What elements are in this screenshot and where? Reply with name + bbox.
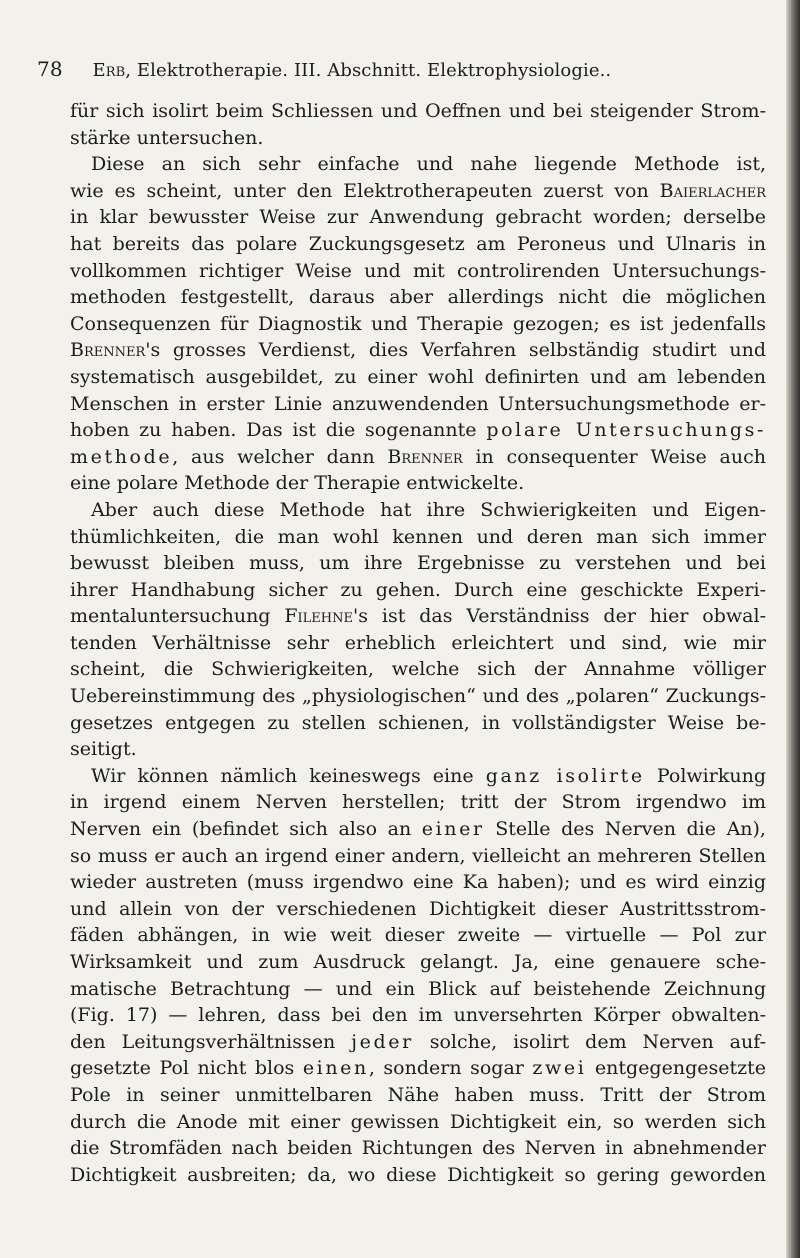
author-name: Brenner [70, 339, 146, 362]
text-run: gesetzte Pol nicht blos [70, 1057, 303, 1080]
text-line [70, 922, 766, 949]
emphasis-text: jeder [351, 1030, 414, 1053]
text-line [70, 497, 766, 524]
page-number: 78 [37, 57, 63, 81]
text-run: für sich isolirt beim Schliessen und Oeffnen und bei steigender Strom- [70, 100, 766, 122]
text-run: 's grosses Verdienst, dies Verfahren selbständig studirt und [145, 339, 766, 362]
text-line [70, 98, 766, 125]
text-run: Nerven ein (befindet sich also an [70, 818, 422, 841]
text-run: systematisch ausgebildet, zu einer wohl definirten und am lebenden [70, 365, 766, 388]
text-run: Stelle des Nerven die An), [484, 818, 766, 841]
text-line [70, 1162, 766, 1189]
text-run: methoden festgestellt, daraus aber allerdings nicht die möglichen [70, 286, 766, 309]
text-line [70, 736, 766, 763]
text-line [70, 816, 766, 843]
author-name: Filehne [284, 605, 354, 628]
text-run: hoben zu haben. Das ist die sogenannte [70, 419, 487, 442]
text-line [70, 630, 766, 657]
text-run: Menschen in erster Linie anzuwendenden Untersuchungsmethode er- [70, 392, 766, 415]
text-line [70, 1082, 766, 1109]
text-line [70, 550, 766, 577]
header-author: Erb, [92, 60, 132, 81]
text-run: seitigt. [70, 738, 137, 761]
text-line [70, 869, 766, 896]
body-text [70, 98, 766, 1188]
text-run: scheint, die Schwierigkeiten, welche sich der Annahme völliger [70, 658, 766, 681]
text-line [70, 1055, 766, 1082]
text-run: solche, isolirt dem Nerven auf- [413, 1030, 766, 1053]
text-line [70, 763, 766, 790]
text-run: Aber auch diese Methode hat ihre Schwierigkeiten und Eigen- [91, 498, 766, 521]
emphasis-text: methode [70, 445, 173, 468]
text-run: so muss er auch an irgend einer andern, vielleicht an mehreren Stellen [70, 844, 766, 867]
text-run: Consequenzen für Diagnostik und Therapie gezogen; es ist jedenfalls [70, 312, 766, 335]
header-title: Elektrotherapie. III. Abschnitt. Elektrophysiologie.. [136, 60, 612, 81]
text-line [70, 577, 766, 604]
text-run: , sondern sogar [368, 1057, 533, 1080]
text-line [70, 284, 766, 311]
text-run: den Leitungsverhältnissen [70, 1030, 352, 1053]
text-run: Polwirkung [644, 764, 766, 787]
text-run: Diese an sich sehr einfache und nahe liegende Methode ist, [91, 153, 766, 176]
text-run: Dichtigkeit ausbreiten; da, wo diese Dichtigkeit so gering geworden [70, 1163, 766, 1186]
text-run: fäden abhängen, in wie weit dieser zweite — virtuelle — Pol zur [70, 924, 766, 947]
text-line [70, 391, 766, 418]
text-line [70, 1109, 766, 1136]
emphasis-text: ganz isolirte [485, 764, 645, 787]
text-run: wieder austreten (muss irgendwo eine Ka haben); und es wird einzig [70, 871, 766, 894]
text-line [70, 311, 766, 338]
text-run: tenden Verhältnisse sehr erheblich erleichtert und sind, wie mir [70, 631, 766, 654]
text-line [70, 231, 766, 258]
text-run: , aus welcher dann [172, 445, 388, 468]
text-run: gesetzes entgegen zu stellen schienen, in vollständigster Weise be- [70, 711, 766, 734]
emphasis-text: einen [302, 1057, 369, 1080]
text-run: hat bereits das polare Zuckungsgesetz am Peroneus und Ulnaris in [70, 232, 766, 255]
emphasis-text: zwei [532, 1057, 587, 1080]
text-line [70, 470, 766, 497]
text-line [70, 656, 766, 683]
text-run: vollkommen richtiger Weise und mit controlirenden Untersuchungs- [70, 259, 766, 282]
text-run: die Stromfäden nach beiden Richtungen des Nerven in abnehmender [70, 1137, 766, 1160]
text-run: Wir können nämlich keineswegs eine [91, 764, 486, 787]
text-line [70, 524, 766, 551]
text-run: mentaluntersuchung [70, 605, 285, 628]
text-line [70, 258, 766, 285]
text-run: (Fig. 17) — lehren, dass bei den im unversehrten Körper obwalten- [70, 1004, 766, 1027]
text-run: wie es scheint, unter den Elektrotherapeuten zuerst von [70, 179, 660, 202]
text-line [70, 683, 766, 710]
text-line [70, 1135, 766, 1162]
text-run: ihrer Handhabung sicher zu gehen. Durch eine geschickte Experi- [70, 578, 766, 601]
text-line [70, 417, 766, 444]
text-line [70, 125, 766, 152]
text-run: Uebereinstimmung des „physiologischen“ und des „polaren“ Zuckungs- [70, 685, 766, 708]
emphasis-text: einer [421, 818, 485, 841]
text-line [70, 789, 766, 816]
text-line [70, 364, 766, 391]
text-line [70, 949, 766, 976]
text-run: in irgend einem Nerven herstellen; tritt der Strom irgendwo im [70, 791, 766, 814]
text-line [70, 843, 766, 870]
text-line [70, 603, 766, 630]
text-run: 's ist das Verständniss der hier obwal- [353, 605, 767, 628]
running-header [37, 57, 737, 81]
author-name: Brenner [387, 445, 463, 468]
text-line [70, 204, 766, 231]
text-line [70, 976, 766, 1003]
text-line [70, 710, 766, 737]
emphasis-text: polare Untersuchungs- [486, 419, 766, 442]
text-run: und allein von der verschiedenen Dichtigkeit dieser Austrittsstrom- [70, 897, 766, 920]
author-name: Baierlacher [659, 179, 766, 202]
text-run: entgegengesetzte [586, 1057, 767, 1080]
text-line [70, 1002, 766, 1029]
text-line [70, 151, 766, 178]
text-run: Pole in seiner unmittelbaren Nähe haben muss. Tritt der Strom [70, 1083, 766, 1106]
text-line [70, 444, 766, 471]
text-run: thümlichkeiten, die man wohl kennen und deren man sich immer [70, 525, 766, 548]
text-run: bewusst bleiben muss, um ihre Ergebnisse zu verstehen und bei [70, 552, 766, 575]
text-run: durch die Anode mit einer gewissen Dichtigkeit ein, so werden sich [70, 1110, 766, 1133]
text-run: Wirksamkeit und zum Ausdruck gelangt. Ja, eine genauere sche- [70, 951, 766, 973]
text-run: stärke untersuchen. [70, 126, 264, 149]
text-line [70, 896, 766, 923]
text-run: eine polare Methode der Therapie entwickelte. [70, 472, 525, 495]
text-run: in klar bewusster Weise zur Anwendung gebracht worden; derselbe [70, 206, 766, 229]
page-edge [786, 0, 800, 1258]
text-line [70, 178, 766, 205]
text-run: matische Betrachtung — und ein Blick auf beistehende Zeichnung [70, 977, 766, 1000]
text-line [70, 1029, 766, 1056]
text-line [70, 337, 766, 364]
text-run: in consequenter Weise auch [462, 445, 766, 468]
